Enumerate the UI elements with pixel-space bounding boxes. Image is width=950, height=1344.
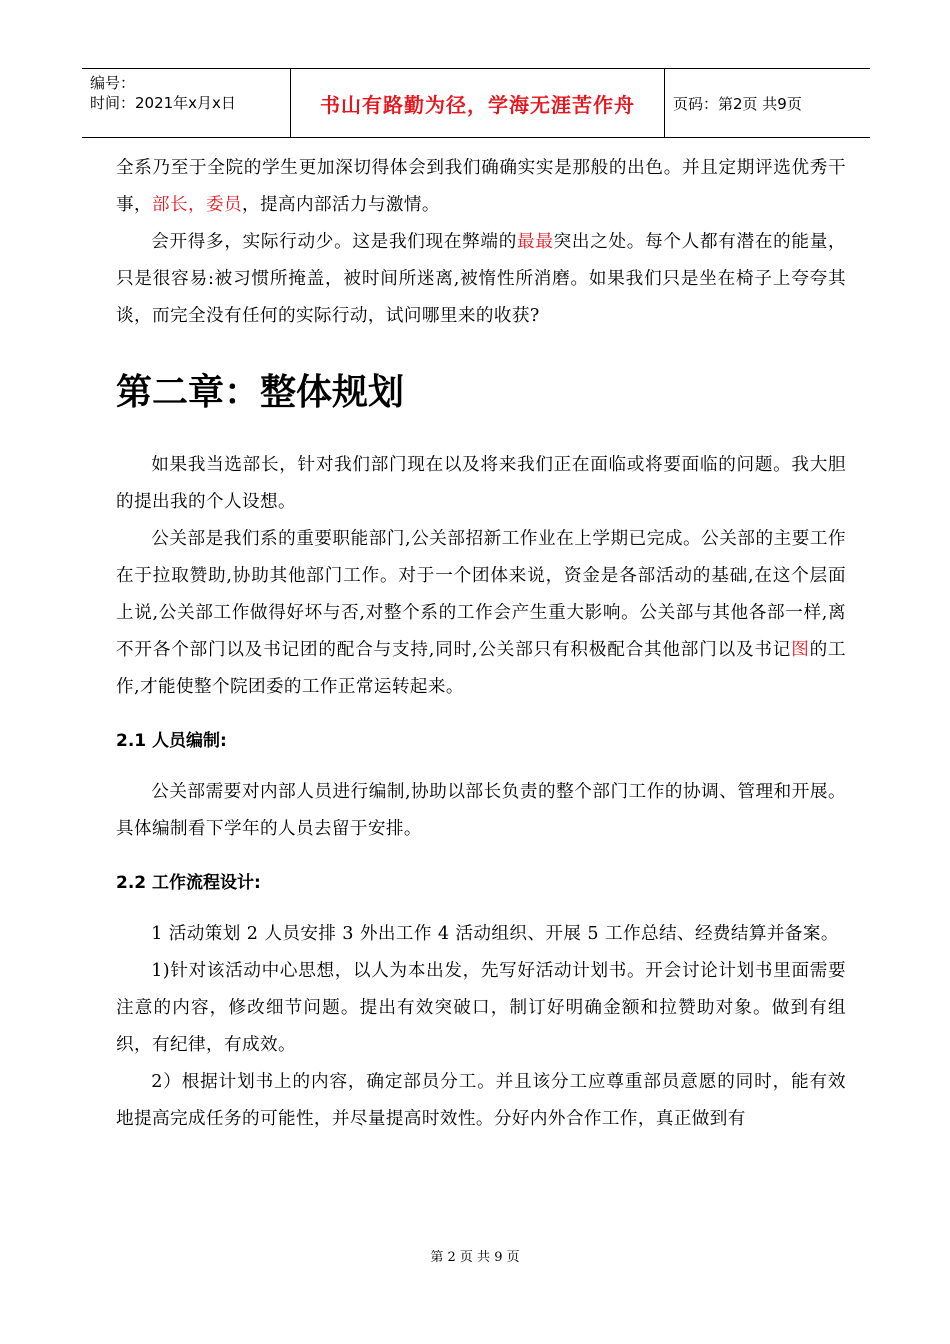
paragraph-2-text-b: 突出之处。每个人都有潜在的能量，只是很容易:被习惯所掩盖，被时间所迷离,被惰性所消磨。如果我们只是坐在椅子上夸夸其谈，而完全没有任何的实际行动，试问哪里来的收获? [116,232,846,326]
header-number-label: 编号： [90,74,136,92]
paragraph-1-highlight: 部长，委员 [152,195,242,215]
paragraph-1-text-b: ，提高内部活力与激情。 [241,195,440,215]
chapter-title: 第二章：整体规划 [116,372,405,413]
paragraph-4-highlight: 图 [791,640,810,660]
paragraph-6: 1 活动策划 2 人员安排 3 外出工作 4 活动组织、开展 5 工作总结、经费结算并备案。 [151,924,839,944]
paragraph-4-text-b: 的工作,才能使整个院团委的工作正常运转起来。 [116,640,846,697]
paragraph-2-text-a: 会开得多，实际行动少。这是我们现在弊端的 [151,232,518,252]
paragraph-8: 2）根据计划书上的内容，确定部员分工。并且该分工应尊重部员意愿的同时，能有效地提高完成任务的可能性，并尽量提高时效性。分好内外合作工作，真正做到有 [116,1072,846,1129]
section-heading-staffing: 2.1 人员编制: [116,731,227,751]
page-footer: 第 2 页 共 9 页 [430,1250,520,1265]
paragraph-2 [116,224,846,335]
section-heading-workflow: 2.2 工作流程设计: [116,873,261,893]
header-motto: 书山有路勤为径，学海无涯苦作舟 [291,69,665,137]
paragraph-2-highlight: 最最 [517,232,554,252]
paragraph-5: 公关部需要对内部人员进行编制,协助以部长负责的整个部门工作的协调、管理和开展。具体编制看下学年的人员去留于安排。 [116,782,846,839]
paragraph-1 [116,150,846,224]
header-date-label: 时间：2021年x月x日 [90,94,236,112]
header-page-info: 页码：第2页 共9页 [673,94,802,113]
header-meta-cell [82,69,291,137]
page-header [82,68,870,138]
paragraph-4 [116,521,846,706]
paragraph-3: 如果我当选部长，针对我们部门现在以及将来我们正在面临或将要面临的问题。我大胆的提出我的个人设想。 [116,455,846,512]
paragraph-4-text-a: 公关部是我们系的重要职能部门,公关部招新工作业在上学期已完成。公关部的主要工作在于拉取赞助,协助其他部门工作。对于一个团体来说，资金是各部活动的基础,在这个层面上说,公关部工作做得好坏与否,对整个系的工作会产生重大影响。公关部与其他各部一样,离不开各个部门以及书记团的配合与支持,同时,公关部只有积极配合其他部门以及书记 [116,529,846,660]
paragraph-7: 1)针对该活动中心思想，以人为本出发，先写好活动计划书。开会讨论计划书里面需要注意的内容，修改细节问题。提出有效突破口，制订好明确金额和拉赞助对象。做到有组织，有纪律，有成效。 [116,961,846,1055]
document-body [116,150,846,1138]
paragraph-1-text-a: 全系乃至于全院的学生更加深切得体会到我们确确实实是那般的出色。并且定期评选优秀干事， [116,158,846,215]
